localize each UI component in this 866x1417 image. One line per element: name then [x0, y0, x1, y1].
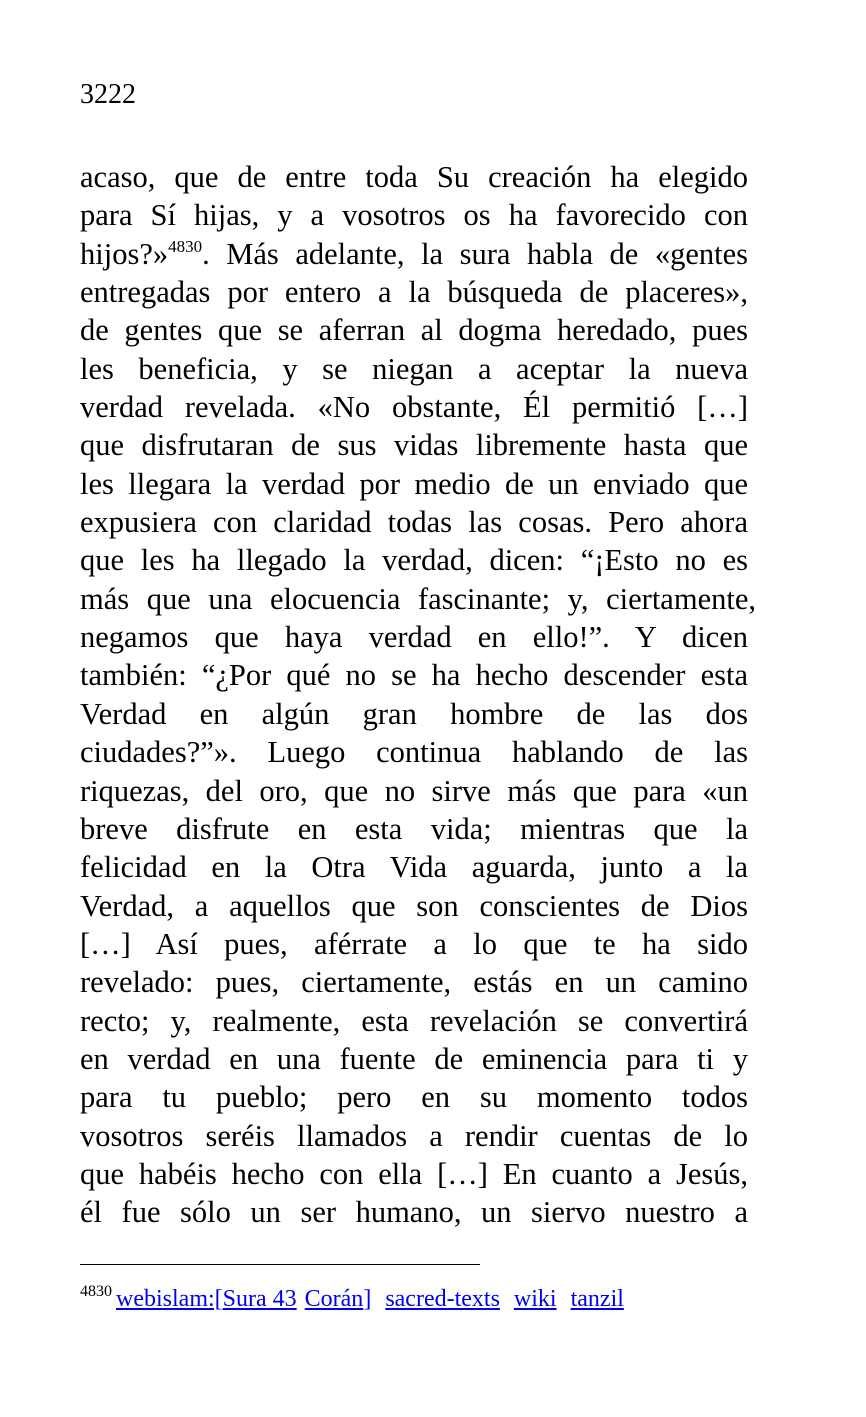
text-line: […] Así pues, aférrate a lo que te ha sido	[80, 926, 748, 961]
text-line: breve disfrute en esta vida; mientras que la	[80, 811, 748, 846]
text-line: vosotros seréis llamados a rendir cuentas de lo	[80, 1118, 748, 1153]
body-paragraph	[80, 158, 756, 1232]
text-line: que les ha llegado la verdad, dicen: “¡Esto no es	[80, 543, 748, 578]
text-line: acaso, que de entre toda Su creación ha elegido	[80, 160, 748, 194]
sura-43-link[interactable]: Sura 43	[222, 1286, 297, 1312]
coran-link[interactable]: Corán	[304, 1286, 364, 1312]
wiki-link[interactable]: wiki	[513, 1286, 557, 1312]
bracket-open[interactable]: :[	[207, 1286, 223, 1312]
text-line-with-footnote-ref	[80, 235, 748, 273]
text-line: entregadas por entero a la búsqueda de placeres»,	[80, 275, 748, 310]
page-number: 3222	[80, 79, 136, 110]
footnote-divider	[80, 1264, 480, 1265]
sacred-texts-link[interactable]: sacred-texts	[385, 1286, 500, 1312]
text-line: negamos que haya verdad en ello!”. Y dicen	[80, 620, 748, 655]
bracket-close[interactable]: ]	[363, 1286, 372, 1312]
text-line: él fue sólo un ser humano, un siervo nuestro a	[80, 1195, 748, 1230]
text-line: para Sí hijas, y a vosotros os ha favorecido con	[80, 198, 748, 233]
text-line: les beneficia, y se niegan a aceptar la nueva	[80, 351, 748, 386]
footnote	[80, 1284, 624, 1314]
tanzil-link[interactable]: tanzil	[570, 1286, 624, 1312]
text-fragment: . Más adelante, la sura habla de «gentes	[202, 236, 748, 271]
text-line: recto; y, realmente, esta revelación se convertirá	[80, 1003, 748, 1038]
text-line: les llegara la verdad por medio de un enviado que	[80, 466, 748, 501]
text-line: felicidad en la Otra Vida aguarda, junto a la	[80, 850, 748, 885]
text-line: verdad revelada. «No obstante, Él permitió […]	[80, 390, 748, 425]
text-line: expusiera con claridad todas las cosas. Pero ahora	[80, 505, 748, 540]
text-line: más que una elocuencia fascinante; y, ciertamente,	[80, 581, 756, 616]
text-line: Verdad en algún gran hombre de las dos	[80, 696, 748, 731]
footnote-reference: 4830	[168, 236, 203, 256]
webislam-link[interactable]: webislam	[116, 1286, 208, 1312]
text-line: también: “¿Por qué no se ha hecho descender esta	[80, 658, 748, 693]
text-line: que disfrutaran de sus vidas libremente hasta que	[80, 428, 748, 463]
text-line: Verdad, a aquellos que son conscientes de Dios	[80, 888, 748, 923]
text-line: de gentes que se aferran al dogma heredado, pues	[80, 313, 748, 348]
text-line: riquezas, del oro, que no sirve más que para «un	[80, 773, 748, 808]
text-fragment: hijos?»	[80, 236, 169, 271]
text-line: para tu pueblo; pero en su momento todos	[80, 1080, 748, 1115]
text-line: revelado: pues, ciertamente, estás en un camino	[80, 965, 748, 1000]
footnote-number: 4830	[80, 1283, 112, 1300]
text-line: en verdad en una fuente de eminencia para ti y	[80, 1041, 748, 1076]
text-line: que habéis hecho con ella […] En cuanto a Jesús,	[80, 1156, 748, 1191]
text-line: ciudades?”». Luego continua hablando de las	[80, 735, 748, 770]
